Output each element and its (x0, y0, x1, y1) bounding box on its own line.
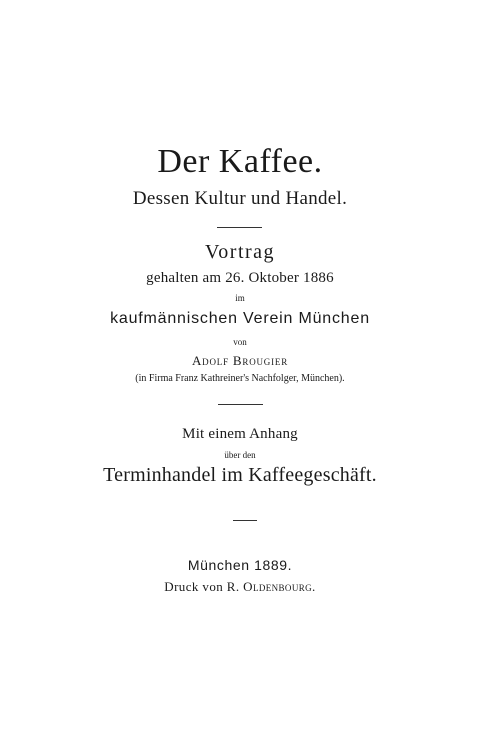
printer-prefix: Druck von (164, 579, 224, 594)
von-text: von (233, 337, 247, 347)
appendix-intro: Mit einem Anhang (182, 426, 298, 442)
book-title: Der Kaffee. (157, 143, 323, 180)
author-name: Adolf Brougier (191, 353, 288, 368)
author-firm: (in Firma Franz Kathreiner's Nachfolger, München). (135, 373, 345, 384)
imprint-place-year: München 1889. (187, 557, 293, 573)
printer-name: R. Oldenbourg. (226, 579, 316, 594)
lecture-date: gehalten am 26. Oktober 1886 (146, 270, 334, 286)
lecture-heading: Vortrag (204, 241, 276, 263)
divider-rule (218, 404, 263, 405)
divider-rule (217, 227, 262, 228)
ueber-text: über den (224, 450, 256, 460)
divider-rule (233, 520, 257, 521)
society-name: kaufmännischen Verein München (110, 310, 370, 327)
im-text: im (235, 293, 245, 303)
imprint-printer (0, 579, 480, 595)
book-subtitle: Dessen Kultur und Handel. (132, 188, 348, 209)
appendix-topic: Terminhandel im Kaffeegeschäft. (103, 464, 377, 486)
